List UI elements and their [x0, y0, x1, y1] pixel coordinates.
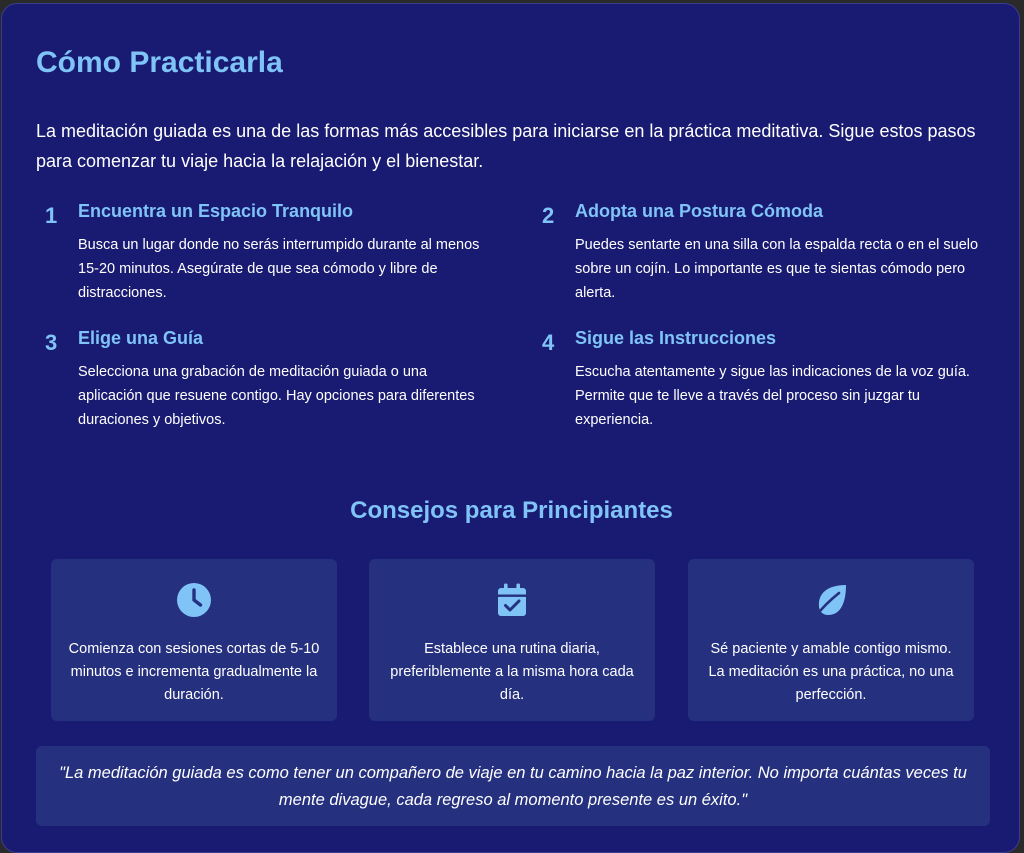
tip-text: Sé paciente y amable contigo mismo. La meditación es una práctica, no una perfección. — [708, 641, 954, 703]
step-number: 3 — [45, 330, 58, 355]
step-title: Elige una Guía — [78, 328, 204, 348]
step-number: 4 — [542, 330, 555, 355]
quote-box — [36, 746, 990, 826]
section-title: Cómo Practicarla — [36, 46, 283, 79]
step-description: Puedes sentarte en una silla con la espalda recta o en el suelo sobre un cojín. Lo importante es que te sientas cómodo pero alerta. — [575, 237, 979, 301]
tip-card-daily-routine — [369, 559, 655, 721]
quote-text: "La meditación guiada es como tener un compañero de viaje en tu camino hacia la paz interior. No importa cuántas veces tu mente divague, cada regreso al momento presente es un éxito." — [59, 764, 967, 809]
tip-card-short-sessions — [51, 559, 337, 721]
step-title: Adopta una Postura Cómoda — [575, 201, 824, 221]
step-number: 1 — [45, 203, 58, 228]
step-title: Encuentra un Espacio Tranquilo — [78, 201, 354, 221]
step-number: 2 — [542, 203, 555, 228]
clock-icon — [176, 582, 212, 618]
tips-title: Consejos para Principiantes — [350, 497, 673, 524]
calendar-check-icon — [494, 582, 530, 618]
step-description: Busca un lugar donde no serás interrumpido durante al menos 15-20 minutos. Asegúrate de que sea cómodo y libre de distracciones. — [78, 237, 480, 301]
tip-card-patience — [688, 559, 974, 721]
tip-text: Establece una rutina diaria, preferiblemente a la misma hora cada día. — [390, 641, 634, 703]
step-description: Escucha atentamente y sigue las indicaciones de la voz guía. Permite que te lleve a través del proceso sin juzgar tu experiencia. — [575, 364, 970, 428]
step-description: Selecciona una grabación de meditación guiada o una aplicación que resuene contigo. Hay opciones para diferentes duraciones y objetivos. — [78, 364, 475, 428]
section-intro: La meditación guiada es una de las formas más accesibles para iniciarse en la práctica meditativa. Sigue estos pasos para comenzar tu viaje hacia la relajación y el bienestar. — [36, 121, 976, 171]
tip-text: Comienza con sesiones cortas de 5-10 minutos e incrementa gradualmente la duración. — [68, 641, 320, 703]
step-title: Sigue las Instrucciones — [575, 328, 777, 348]
leaf-icon — [813, 582, 849, 618]
practice-section-card — [1, 3, 1020, 853]
